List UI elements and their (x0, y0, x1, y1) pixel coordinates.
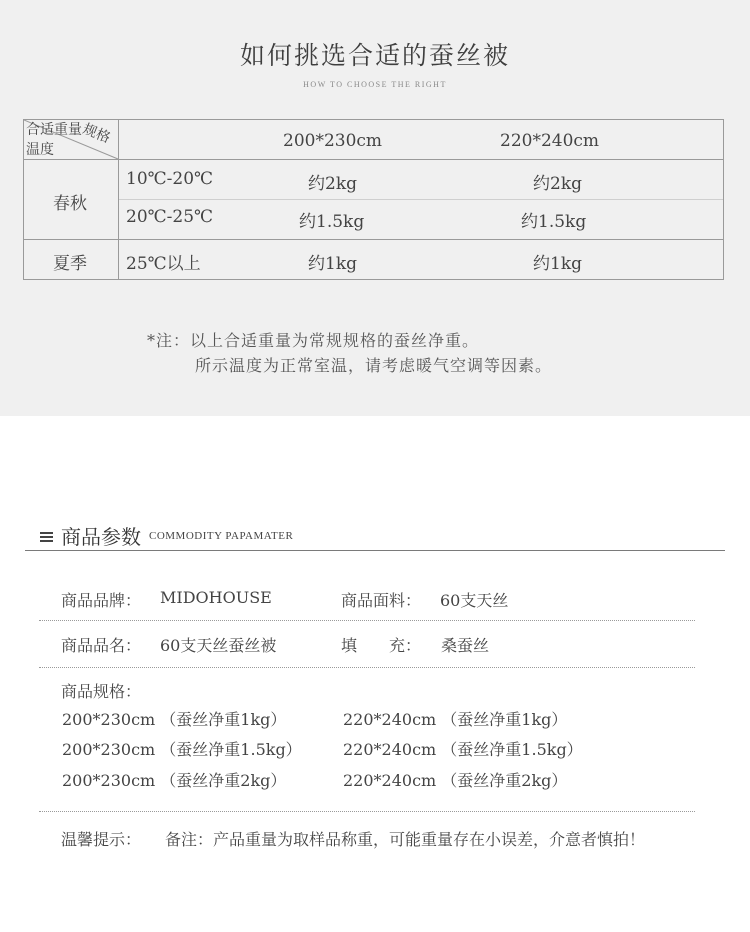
note-line: 所示温度为正常室温，请考虑暖气空调等因素。 (195, 356, 553, 375)
weight-value: 约1.5kg (299, 212, 365, 232)
params-subtitle: COMMODITY PAPAMATER (149, 530, 294, 542)
temp-range: 10℃-20℃ (126, 169, 214, 189)
fabric-label: 商品面料： (341, 591, 422, 610)
corner-label-spec: 规格 (80, 121, 113, 147)
menu-icon (40, 532, 53, 542)
spec-item: 200*230cm （蚕丝净重1.5kg） (62, 740, 302, 759)
tip-label: 温馨提示： (61, 830, 142, 849)
table-divider (24, 239, 723, 240)
spec-item: 200*230cm （蚕丝净重2kg） (62, 771, 287, 790)
spec-item: 200*230cm （蚕丝净重1kg） (62, 710, 287, 729)
corner-label-temp: 温度 (26, 142, 54, 158)
corner-label-weight: 合适重量 (26, 122, 82, 138)
temp-range: 25℃以上 (126, 254, 201, 274)
season-label: 春秋 (53, 194, 87, 214)
weight-guide-table (23, 119, 724, 280)
size-header: 220*240cm (500, 131, 600, 151)
brand-label: 商品品牌： (61, 591, 142, 610)
weight-value: 约1kg (308, 254, 357, 274)
weight-value: 约2kg (308, 174, 357, 194)
temp-range: 20℃-25℃ (126, 207, 214, 227)
brand-value: MIDOHOUSE (160, 588, 272, 607)
spec-label: 商品规格： (61, 682, 142, 701)
weight-value: 约1kg (533, 254, 582, 274)
season-label: 夏季 (53, 254, 87, 274)
dotted-divider (39, 667, 695, 668)
guide-subtitle: HOW TO CHOOSE THE RIGHT (303, 80, 447, 89)
spec-item: 220*240cm （蚕丝净重1kg） (343, 710, 568, 729)
dotted-divider (39, 620, 695, 621)
product-name-label: 商品品名： (61, 636, 142, 655)
params-title: 商品参数 (61, 525, 141, 549)
tip-text: 备注：产品重量为取样品称重，可能重量存在小误差，介意者慎拍！ (165, 830, 646, 849)
fabric-value: 60支天丝 (440, 591, 509, 610)
guide-title: 如何挑选合适的蚕丝被 (239, 41, 510, 70)
selection-guide-panel (0, 0, 750, 416)
product-name-value: 60支天丝蚕丝被 (160, 636, 277, 655)
weight-value: 约1.5kg (521, 212, 587, 232)
weight-value: 约2kg (533, 174, 582, 194)
table-divider (119, 199, 723, 200)
spec-item: 220*240cm （蚕丝净重1.5kg） (343, 740, 583, 759)
spec-item: 220*240cm （蚕丝净重2kg） (343, 771, 568, 790)
filling-label: 填 充： (341, 636, 422, 655)
note-line: *注：以上合适重量为常规规格的蚕丝净重。 (147, 331, 480, 350)
filling-value: 桑蚕丝 (441, 636, 490, 655)
dotted-divider (39, 811, 695, 812)
table-divider (24, 159, 723, 160)
params-section-header (25, 519, 725, 551)
size-header: 200*230cm (283, 131, 383, 151)
